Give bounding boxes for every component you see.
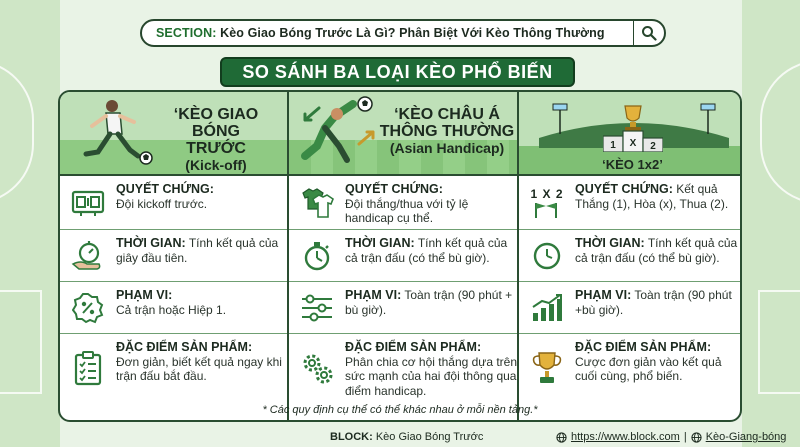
search-text[interactable]: [142, 26, 633, 40]
globe-icon: [556, 432, 567, 443]
column-header: [289, 92, 519, 176]
footer: [0, 427, 800, 447]
row-dac-diem: [519, 334, 742, 402]
row-value: Toàn trận (90 phút + bù giờ).: [345, 288, 513, 317]
clock-icon: [532, 241, 562, 271]
column-header: [60, 92, 287, 176]
row-value: Kết quả Thắng (1), Hòa (x), Thua (2).: [575, 182, 729, 211]
section-value: Kèo Giao Bóng Trước Là Gì? Phân Biệt Với Kèo Thông Thường: [220, 26, 605, 40]
row-label: QUYẾT CHỨNG:: [575, 182, 673, 196]
row-value: Tính kết quả của giây đầu tiên.: [116, 236, 279, 265]
footer-block: [330, 431, 483, 443]
row-pham-vi: [519, 282, 742, 334]
row-value: Tính kết quả của cả trận đấu (có thể bù giờ).: [345, 236, 508, 265]
stopwatch-hand-icon: [71, 240, 105, 272]
row-label: THỜI GIAN:: [575, 236, 645, 250]
gears-icon: [299, 350, 335, 386]
row-value: Cả trận hoặc Hiệp 1.: [116, 302, 227, 317]
search-button[interactable]: [633, 21, 664, 45]
row-label: QUYẾT CHỨNG:: [116, 182, 214, 196]
row-label: ĐẶC ĐIỂM SẢN PHẨM:: [116, 340, 253, 354]
podium-label-x: X: [629, 138, 637, 149]
row-label: PHẠM VI:: [116, 288, 173, 302]
column-title: ‘KÈO 1x2’: [602, 157, 663, 172]
row-label: QUYẾT CHỨNG:: [345, 182, 443, 196]
bar-chart-icon: [530, 293, 564, 323]
comparison-card: [58, 90, 742, 422]
column-header: [519, 92, 742, 176]
row-quyet-chung: [519, 176, 742, 230]
row-dac-diem: [289, 334, 519, 402]
stopwatch-icon: [302, 240, 332, 272]
row-value: Toàn trận (90 phút +bù giờ).: [575, 288, 732, 317]
column-title: ‘KÈO CHÂU Á THÔNG THƯỜNG (Asian Handicap): [379, 106, 515, 156]
row-label: THỜI GIAN:: [116, 236, 186, 250]
flags-1x2-label: 1 X 2: [530, 186, 564, 201]
footer-handle-link[interactable]: Kèo-Giang-bóng: [705, 431, 787, 443]
globe-icon: [691, 432, 702, 443]
row-label: PHẠM VI:: [345, 288, 402, 302]
podium-label-1: 1: [610, 140, 616, 151]
row-value: Tính kết quả của cả trận đấu (có thể bù giờ).: [575, 236, 738, 265]
row-quyet-chung: [289, 176, 519, 230]
podium-label-2: 2: [650, 141, 656, 152]
row-value: Phân chia cơ hội thắng dựa trên sức mạnh của hai đội thông qua điểm handicap.: [345, 354, 518, 398]
bg-pitch-line: [758, 290, 800, 394]
footer-separator: |: [683, 431, 687, 443]
row-thoi-gian: [289, 230, 519, 282]
scoreboard-icon: [71, 189, 105, 217]
row-pham-vi: [289, 282, 519, 334]
trophy-icon: [530, 350, 564, 386]
bg-pitch-line: [0, 290, 42, 394]
page-title: SO SÁNH BA LOẠI KÈO PHỔ BIẾN: [220, 57, 575, 87]
column-asian-handicap: [287, 92, 519, 420]
footer-url-link[interactable]: https://www.block.com: [571, 431, 680, 443]
row-value: Cược đơn giản vào kết quả cuối cùng, phổ biến.: [575, 354, 722, 383]
kicker-player-icon: [76, 96, 156, 172]
section-search-bar[interactable]: [140, 19, 666, 47]
column-kickoff: [60, 92, 287, 420]
row-label: ĐẶC ĐIỂM SẢN PHẨM:: [345, 340, 482, 354]
footer-block-value: Kèo Giao Bóng Trước: [375, 431, 484, 443]
row-quyet-chung: [60, 176, 287, 230]
row-value: Đơn giản, biết kết quả ngay khi trận đấu bắt đầu.: [116, 354, 282, 383]
row-pham-vi: [60, 282, 287, 334]
section-key: SECTION:: [156, 26, 217, 40]
row-label: THỜI GIAN:: [345, 236, 415, 250]
clipboard-checklist-icon: [73, 350, 103, 386]
footer-links: [556, 431, 786, 443]
sliders-icon: [300, 294, 334, 322]
trophy-podium-icon: [603, 104, 663, 152]
footer-block-key: BLOCK:: [330, 431, 373, 443]
row-value: Đội kickoff trước.: [116, 196, 208, 211]
row-label: PHẠM VI:: [575, 288, 632, 302]
search-icon: [641, 25, 657, 41]
row-thoi-gian: [519, 230, 742, 282]
row-value: Đội thắng/thua với tỷ lệ handicap cụ thể.: [345, 196, 469, 225]
jerseys-icon: [299, 187, 335, 219]
row-thoi-gian: [60, 230, 287, 282]
column-1x2: [517, 92, 742, 420]
column-title: ‘KÈO GIAO BÓNG TRƯỚC (Kick-off): [173, 106, 259, 173]
row-label: ĐẶC ĐIỂM SẢN PHẨM:: [575, 340, 712, 354]
footnote: * Các quy định cụ thể có thể khác nhau ở mỗi nền tảng.*: [262, 404, 538, 416]
row-dac-diem: [60, 334, 287, 402]
flags-1x2-icon: [530, 201, 564, 219]
percent-badge-icon: [72, 292, 104, 324]
